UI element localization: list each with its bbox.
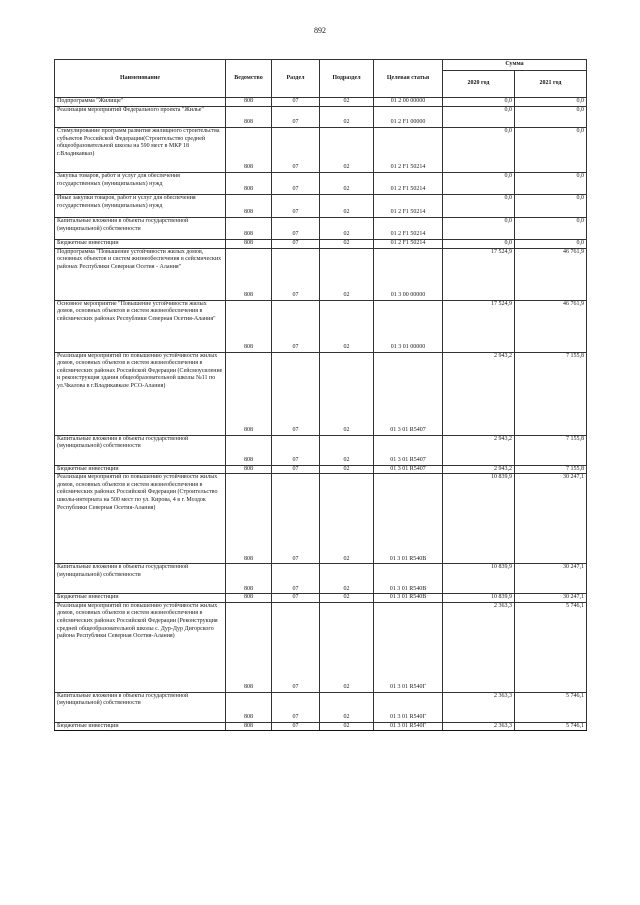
row-vedomstvo: 808 <box>226 173 272 195</box>
row-razdel: 07 <box>272 240 320 249</box>
row-name: Бюджетные инвестиции <box>55 722 226 731</box>
row-name: Реализация мероприятий Федерального проекта "Жилье" <box>55 107 226 128</box>
row-vedomstvo: 808 <box>226 218 272 240</box>
row-razdel: 07 <box>272 435 320 465</box>
row-podrazdel: 02 <box>320 352 374 435</box>
row-amount-2021: 0,0 <box>515 218 587 240</box>
row-amount-2021: 5 746,1 <box>515 602 587 692</box>
row-name: Основное мероприятие "Повышение устойчивости жилых домов, основных объектов и систем жизнеобеспечения в сейсмических районах Республики Северная Осетия-Алания" <box>55 300 226 352</box>
row-amount-2020: 0,0 <box>443 98 515 107</box>
table-row <box>55 218 587 240</box>
row-vedomstvo: 808 <box>226 300 272 352</box>
table-header <box>55 60 587 98</box>
row-amount-2021: 0,0 <box>515 240 587 249</box>
row-amount-2021: 5 746,1 <box>515 722 587 731</box>
row-podrazdel: 02 <box>320 173 374 195</box>
row-celevaya-statya: 01 2 F1 50214 <box>374 240 443 249</box>
table-row <box>55 240 587 249</box>
row-amount-2020: 0,0 <box>443 107 515 128</box>
row-amount-2020: 2 363,3 <box>443 602 515 692</box>
table-body <box>55 98 587 731</box>
row-celevaya-statya: 01 2 F1 00000 <box>374 107 443 128</box>
row-razdel: 07 <box>272 602 320 692</box>
row-vedomstvo: 808 <box>226 602 272 692</box>
row-razdel: 07 <box>272 352 320 435</box>
row-podrazdel: 02 <box>320 594 374 603</box>
header-podrazdel: Подраздел <box>320 60 374 98</box>
row-amount-2020: 10 839,9 <box>443 474 515 564</box>
row-name: Бюджетные инвестиции <box>55 240 226 249</box>
row-celevaya-statya: 01 3 01 R5407 <box>374 352 443 435</box>
row-podrazdel: 02 <box>320 474 374 564</box>
table-row <box>55 300 587 352</box>
row-celevaya-statya: 01 3 01 R540Г <box>374 692 443 722</box>
row-amount-2020: 2 363,3 <box>443 692 515 722</box>
row-podrazdel: 02 <box>320 300 374 352</box>
header-summa: Сумма <box>443 60 587 71</box>
table-row <box>55 98 587 107</box>
row-vedomstvo: 808 <box>226 474 272 564</box>
header-name: Наименование <box>55 60 226 98</box>
row-razdel: 07 <box>272 248 320 300</box>
row-amount-2020: 17 524,9 <box>443 248 515 300</box>
table-row <box>55 722 587 731</box>
row-amount-2020: 2 943,2 <box>443 352 515 435</box>
row-celevaya-statya: 01 3 01 R5407 <box>374 435 443 465</box>
row-vedomstvo: 808 <box>226 564 272 594</box>
row-vedomstvo: 808 <box>226 128 272 173</box>
row-razdel: 07 <box>272 98 320 107</box>
row-amount-2021: 7 155,8 <box>515 435 587 465</box>
row-name: Капитальные вложения в объекты государственной (муниципальной) собственности <box>55 564 226 594</box>
row-razdel: 07 <box>272 128 320 173</box>
row-razdel: 07 <box>272 474 320 564</box>
row-name: Реализация мероприятий по повышению устойчивости жилых домов, основных объектов и систем жизнеобеспечения в сейсмических районах Российской Федерации (Сейсмоусиление и реконструкция здания общеобразовательной школы №11 по ул.Чкалова в г.Владикавказе РСО-Алания) <box>55 352 226 435</box>
row-celevaya-statya: 01 2 F1 50214 <box>374 195 443 218</box>
row-podrazdel: 02 <box>320 692 374 722</box>
row-amount-2020: 2 363,3 <box>443 722 515 731</box>
row-podrazdel: 02 <box>320 195 374 218</box>
row-name: Подпрограмма "Повышение устойчивости жилых домов, основных объектов и систем жизнеобеспечения в сейсмических районах Республики Северная Осетия - Алания" <box>55 248 226 300</box>
row-amount-2020: 17 524,9 <box>443 300 515 352</box>
row-celevaya-statya: 01 2 00 00000 <box>374 98 443 107</box>
row-celevaya-statya: 01 3 01 00000 <box>374 300 443 352</box>
table-row <box>55 352 587 435</box>
row-amount-2021: 46 761,9 <box>515 300 587 352</box>
table-row <box>55 248 587 300</box>
row-celevaya-statya: 01 3 01 R5407 <box>374 465 443 474</box>
row-celevaya-statya: 01 3 01 R540Г <box>374 722 443 731</box>
row-amount-2021: 7 155,8 <box>515 465 587 474</box>
row-celevaya-statya: 01 3 01 R540Г <box>374 602 443 692</box>
row-amount-2021: 7 155,8 <box>515 352 587 435</box>
row-amount-2020: 0,0 <box>443 218 515 240</box>
table-row <box>55 564 587 594</box>
row-amount-2020: 0,0 <box>443 173 515 195</box>
row-podrazdel: 02 <box>320 248 374 300</box>
row-amount-2020: 2 943,2 <box>443 465 515 474</box>
table-row <box>55 107 587 128</box>
row-vedomstvo: 808 <box>226 352 272 435</box>
row-amount-2021: 0,0 <box>515 107 587 128</box>
row-podrazdel: 02 <box>320 98 374 107</box>
row-amount-2021: 0,0 <box>515 98 587 107</box>
table-row <box>55 594 587 603</box>
page-number: 892 <box>314 26 326 35</box>
row-amount-2021: 0,0 <box>515 173 587 195</box>
row-podrazdel: 02 <box>320 564 374 594</box>
row-name: Капитальные вложения в объекты государственной (муниципальной) собственности <box>55 218 226 240</box>
row-podrazdel: 02 <box>320 465 374 474</box>
row-podrazdel: 02 <box>320 722 374 731</box>
table-row <box>55 692 587 722</box>
row-vedomstvo: 808 <box>226 98 272 107</box>
header-year-2021: 2021 год <box>515 71 587 98</box>
row-name: Стимулирование программ развития жилищного строительства субъектов Российской Федерации(Строительство средней общеобразовательной школы на 590 мест в МКР 18 г.Владикавказ) <box>55 128 226 173</box>
row-celevaya-statya: 01 3 00 00000 <box>374 248 443 300</box>
row-celevaya-statya: 01 3 01 R540B <box>374 594 443 603</box>
row-podrazdel: 02 <box>320 218 374 240</box>
row-vedomstvo: 808 <box>226 435 272 465</box>
header-celevaya-statya: Целевая статья <box>374 60 443 98</box>
row-celevaya-statya: 01 3 01 R540B <box>374 474 443 564</box>
table-row <box>55 474 587 564</box>
row-vedomstvo: 808 <box>226 240 272 249</box>
row-name: Реализация мероприятий по повышению устойчивости жилых домов, основных объектов и систем жизнеобеспечения в сейсмических районах Российской Федерации (Реконструкция средней общеобразовательной школы с. Дур-Дур Дигорского района Республики Северная Осетия-Алания) <box>55 602 226 692</box>
row-amount-2020: 0,0 <box>443 240 515 249</box>
row-celevaya-statya: 01 2 F1 50214 <box>374 173 443 195</box>
row-razdel: 07 <box>272 107 320 128</box>
row-amount-2021: 0,0 <box>515 128 587 173</box>
row-vedomstvo: 808 <box>226 248 272 300</box>
row-amount-2020: 2 943,2 <box>443 435 515 465</box>
header-razdel: Раздел <box>272 60 320 98</box>
row-name: Капитальные вложения в объекты государственной (муниципальной) собственности <box>55 435 226 465</box>
row-podrazdel: 02 <box>320 128 374 173</box>
table-row <box>55 435 587 465</box>
table-row <box>55 602 587 692</box>
row-celevaya-statya: 01 2 F1 50214 <box>374 128 443 173</box>
row-vedomstvo: 808 <box>226 195 272 218</box>
row-razdel: 07 <box>272 564 320 594</box>
row-razdel: 07 <box>272 173 320 195</box>
row-vedomstvo: 808 <box>226 692 272 722</box>
row-amount-2020: 10 839,9 <box>443 594 515 603</box>
table-row <box>55 465 587 474</box>
row-podrazdel: 02 <box>320 107 374 128</box>
row-name: Подпрограмма "Жилище" <box>55 98 226 107</box>
row-razdel: 07 <box>272 465 320 474</box>
header-year-2020: 2020 год <box>443 71 515 98</box>
row-amount-2021: 30 247,1 <box>515 594 587 603</box>
table-row <box>55 128 587 173</box>
row-name: Бюджетные инвестиции <box>55 465 226 474</box>
row-amount-2020: 10 839,9 <box>443 564 515 594</box>
row-podrazdel: 02 <box>320 240 374 249</box>
row-amount-2020: 0,0 <box>443 128 515 173</box>
row-razdel: 07 <box>272 594 320 603</box>
row-celevaya-statya: 01 3 01 R540B <box>374 564 443 594</box>
row-name: Закупка товаров, работ и услуг для обеспечения государственных (муниципальных) нужд <box>55 173 226 195</box>
row-celevaya-statya: 01 2 F1 50214 <box>374 218 443 240</box>
row-vedomstvo: 808 <box>226 722 272 731</box>
row-amount-2021: 5 746,1 <box>515 692 587 722</box>
row-name: Иные закупки товаров, работ и услуг для обеспечения государственных (муниципальных) нужд <box>55 195 226 218</box>
row-razdel: 07 <box>272 218 320 240</box>
row-podrazdel: 02 <box>320 602 374 692</box>
row-razdel: 07 <box>272 722 320 731</box>
table-row <box>55 195 587 218</box>
row-amount-2021: 30 247,1 <box>515 474 587 564</box>
row-name: Реализация мероприятий по повышению устойчивости жилых домов, основных объектов и систем жизнеобеспечения в сейсмических районах Российской Федерации (Строительство школы-интерната на 500 мест по ул. Кирова, 4 в г. Моздок Республики Северная Осетия-Алания) <box>55 474 226 564</box>
row-amount-2021: 0,0 <box>515 195 587 218</box>
header-vedomstvo: Ведомство <box>226 60 272 98</box>
row-razdel: 07 <box>272 195 320 218</box>
budget-table <box>54 59 587 731</box>
row-podrazdel: 02 <box>320 435 374 465</box>
row-razdel: 07 <box>272 692 320 722</box>
table-row <box>55 173 587 195</box>
row-name: Капитальные вложения в объекты государственной (муниципальной) собственности <box>55 692 226 722</box>
row-razdel: 07 <box>272 300 320 352</box>
row-vedomstvo: 808 <box>226 107 272 128</box>
row-vedomstvo: 808 <box>226 465 272 474</box>
row-vedomstvo: 808 <box>226 594 272 603</box>
row-amount-2020: 0,0 <box>443 195 515 218</box>
row-amount-2021: 30 247,1 <box>515 564 587 594</box>
row-name: Бюджетные инвестиции <box>55 594 226 603</box>
row-amount-2021: 46 761,9 <box>515 248 587 300</box>
